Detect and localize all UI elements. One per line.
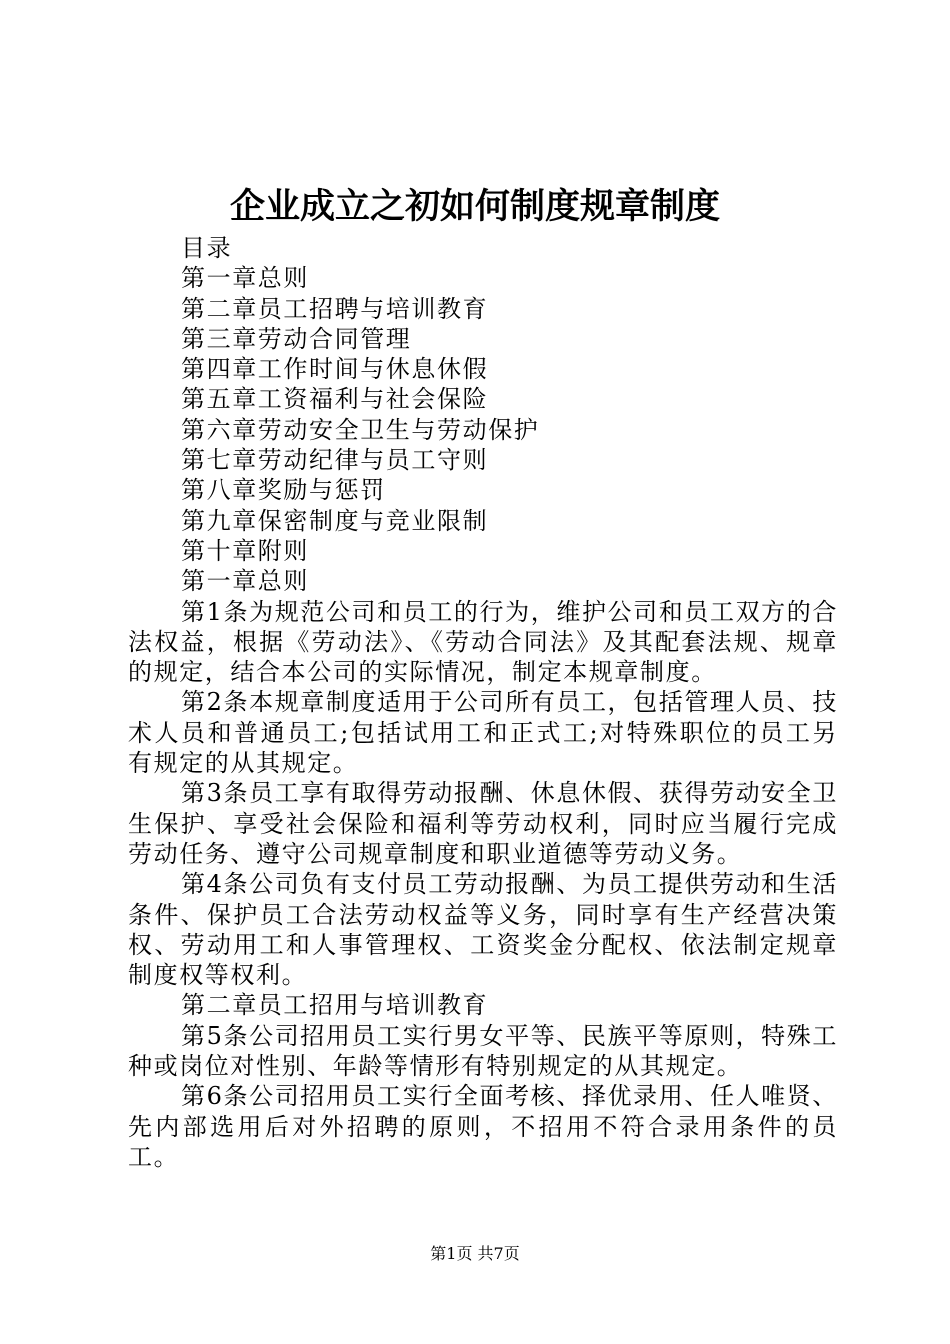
toc-item: 第二章员工招聘与培训教育 <box>181 294 489 323</box>
article-4: 第4条公司负有支付员工劳动报酬、为员工提供劳动和生活条件、保护员工合法劳动权益等义务，同时享有生产经营决策权、劳动用工和人事管理权、工资奖金分配权、依法制定规章制度权等权利。 <box>128 870 838 990</box>
article-1: 第1条为规范公司和员工的行为，维护公司和员工双方的合法权益，根据《劳动法》、《劳动合同法》及其配套法规、规章的规定，结合本公司的实际情况，制定本规章制度。 <box>128 597 838 687</box>
article-2: 第2条本规章制度适用于公司所有员工，包括管理人员、技术人员和普通员工;包括试用工和正式工;对特殊职位的员工另有规定的从其规定。 <box>128 688 838 778</box>
document-title: 企业成立之初如何制度规章制度 <box>229 186 720 227</box>
toc-item: 第六章劳动安全卫生与劳动保护 <box>181 415 540 444</box>
chapter-1-heading: 第一章总则 <box>181 567 309 596</box>
article-3: 第3条员工享有取得劳动报酬、休息休假、获得劳动安全卫生保护、享受社会保险和福利等劳动权利，同时应当履行完成劳动任务、遵守公司规章制度和职业道德等劳动义务。 <box>128 779 838 868</box>
toc-item: 第十章附则 <box>181 536 309 565</box>
toc-item: 第七章劳动纪律与员工守则 <box>181 446 489 475</box>
article-6: 第6条公司招用员工实行全面考核、择优录用、任人唯贤、先内部选用后对外招聘的原则，不招用不符合录用条件的员工。 <box>128 1082 838 1171</box>
toc-item: 第八章奖励与惩罚 <box>181 476 386 505</box>
article-5: 第5条公司招用员工实行男女平等、民族平等原则，特殊工种或岗位对性别、年龄等情形有特别规定的从其规定。 <box>128 1021 838 1081</box>
toc-item: 第一章总则 <box>181 264 309 293</box>
toc-item: 第九章保密制度与竞业限制 <box>181 506 489 535</box>
toc-item: 第三章劳动合同管理 <box>181 324 412 353</box>
document-body <box>128 233 838 1172</box>
toc-heading: 目录 <box>181 234 233 262</box>
page-footer: 第1页 共7页 <box>430 1244 520 1263</box>
toc-item: 第五章工资福利与社会保险 <box>181 385 489 414</box>
toc-item: 第四章工作时间与休息休假 <box>181 355 489 384</box>
chapter-2-heading: 第二章员工招用与培训教育 <box>181 991 489 1020</box>
table-of-contents <box>128 263 838 566</box>
